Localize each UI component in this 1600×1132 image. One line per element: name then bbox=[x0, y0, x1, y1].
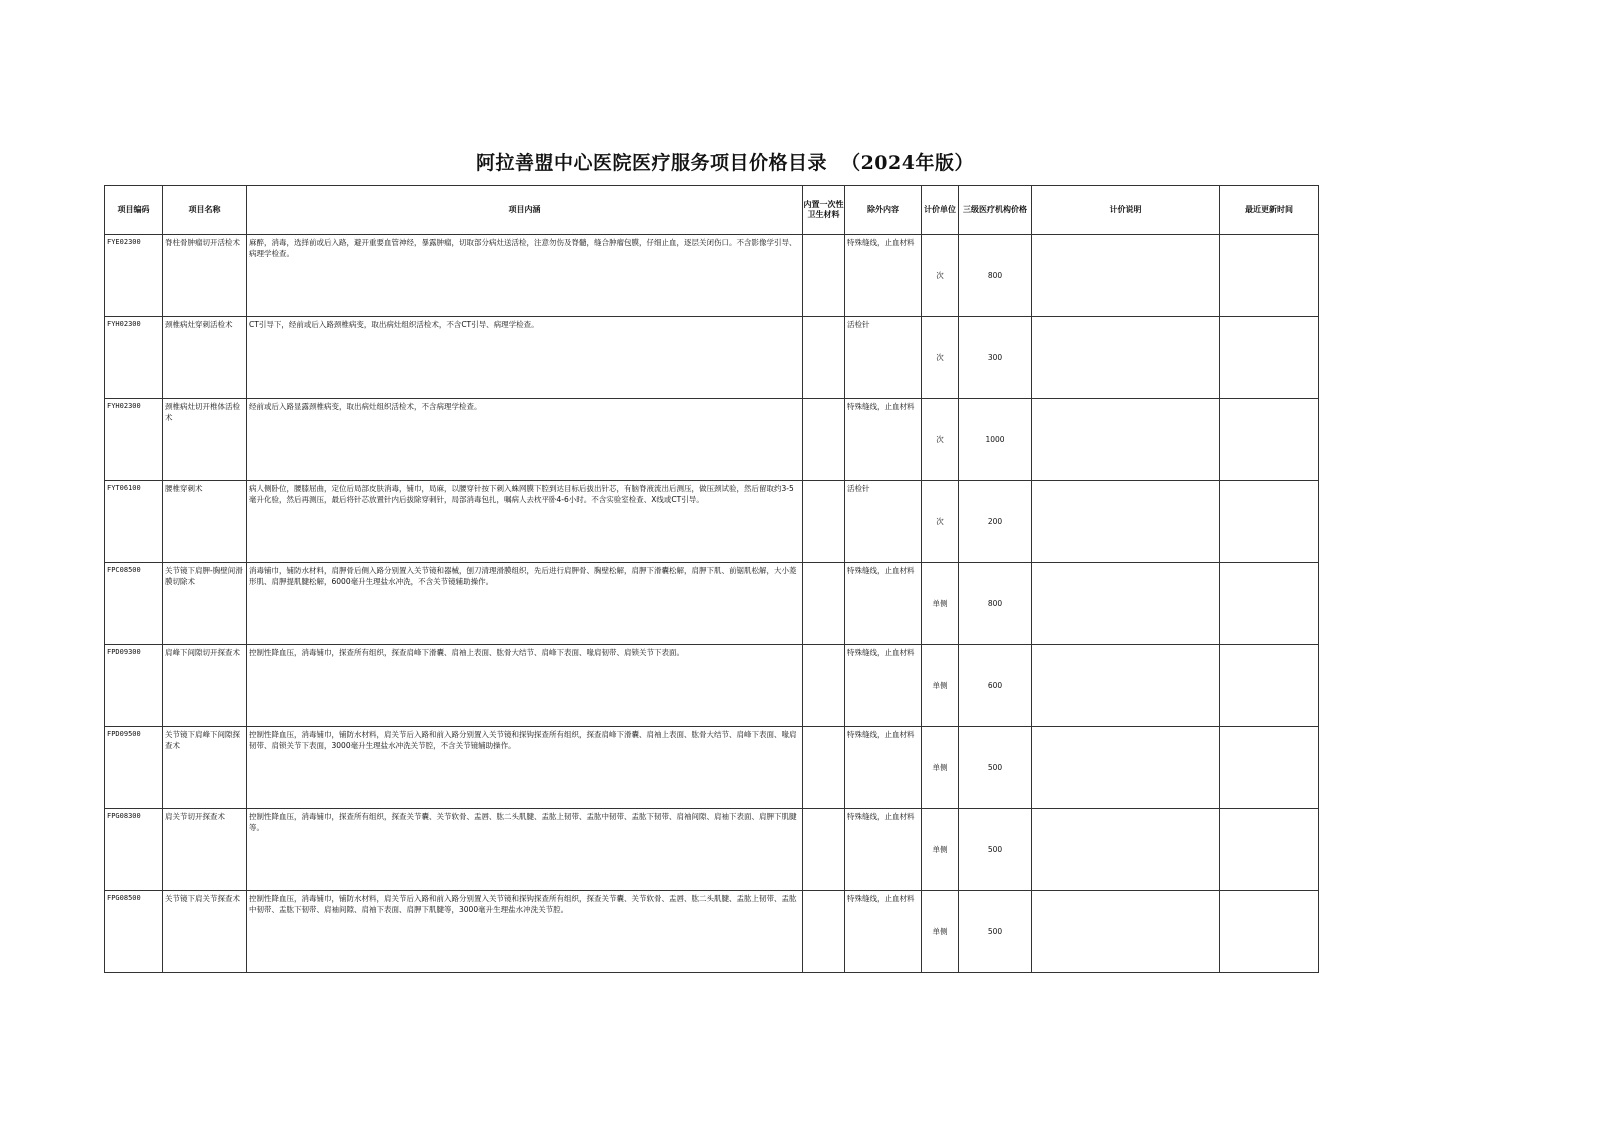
cell-updated bbox=[1220, 235, 1319, 317]
cell-unit: 单侧 bbox=[922, 645, 959, 727]
cell-excluded: 特殊缝线，止血材料 bbox=[845, 727, 922, 809]
cell-price: 500 bbox=[959, 809, 1032, 891]
cell-price: 300 bbox=[959, 317, 1032, 399]
cell-content: 控制性降血压，消毒铺巾，探查所有组织，探查关节囊、关节软骨、盂唇、肱二头肌腱、盂肱上韧带、盂肱中韧带、盂肱下韧带、肩袖间隙、肩袖下表面、肩胛下肌腱等。 bbox=[247, 809, 803, 891]
cell-disposable bbox=[803, 235, 845, 317]
cell-name: 颈椎病灶切开椎体活检术 bbox=[163, 399, 247, 481]
cell-updated bbox=[1220, 563, 1319, 645]
cell-code: FPG08300 bbox=[105, 809, 163, 891]
cell-note bbox=[1032, 891, 1220, 973]
cell-disposable bbox=[803, 645, 845, 727]
cell-content: CT引导下，经前或后入路颈椎病变，取出病灶组织活检术，不含CT引导、病理学检查。 bbox=[247, 317, 803, 399]
cell-unit: 单侧 bbox=[922, 727, 959, 809]
cell-code: FPC08500 bbox=[105, 563, 163, 645]
cell-code: FPD09300 bbox=[105, 645, 163, 727]
cell-unit: 单侧 bbox=[922, 891, 959, 973]
cell-unit: 次 bbox=[922, 235, 959, 317]
cell-price: 600 bbox=[959, 645, 1032, 727]
cell-updated bbox=[1220, 891, 1319, 973]
cell-name: 关节镜下肩关节探查术 bbox=[163, 891, 247, 973]
cell-content: 控制性降血压，消毒铺巾，铺防水材料，肩关节后入路和前入路分别置入关节镜和探钩探查所有组织，探查肩峰下滑囊、肩袖上表面、肱骨大结节、肩峰下表面、喙肩韧带、肩锁关节下表面，3000毫升生理盐水冲洗关节腔，不含关节镜辅助操作。 bbox=[247, 727, 803, 809]
cell-name: 肩关节切开探查术 bbox=[163, 809, 247, 891]
cell-code: FYE02300 bbox=[105, 235, 163, 317]
cell-disposable bbox=[803, 399, 845, 481]
cell-note bbox=[1032, 563, 1220, 645]
cell-content: 控制性降血压，消毒铺巾，铺防水材料，肩关节后入路和前入路分别置入关节镜和探钩探查所有组织，探查关节囊、关节软骨、盂唇、肱二头肌腱、盂肱上韧带、盂肱中韧带、盂肱下韧带、肩袖间隙、肩袖下表面、肩胛下肌腱等，3000毫升生理盐水冲洗关节腔。 bbox=[247, 891, 803, 973]
header-note: 计价说明 bbox=[1032, 186, 1220, 235]
cell-disposable bbox=[803, 809, 845, 891]
table-header-row bbox=[105, 186, 1319, 235]
cell-updated bbox=[1220, 809, 1319, 891]
cell-excluded: 活检针 bbox=[845, 481, 922, 563]
cell-unit: 单侧 bbox=[922, 809, 959, 891]
cell-excluded: 特殊缝线，止血材料 bbox=[845, 563, 922, 645]
cell-excluded: 特殊缝线，止血材料 bbox=[845, 891, 922, 973]
cell-disposable bbox=[803, 481, 845, 563]
table-row bbox=[105, 645, 1319, 727]
cell-excluded: 特殊缝线，止血材料 bbox=[845, 645, 922, 727]
cell-price: 500 bbox=[959, 727, 1032, 809]
cell-code: FYH02300 bbox=[105, 399, 163, 481]
cell-name: 肩峰下间隙切开探查术 bbox=[163, 645, 247, 727]
cell-excluded: 活检针 bbox=[845, 317, 922, 399]
header-updated: 最近更新时间 bbox=[1220, 186, 1319, 235]
cell-price: 500 bbox=[959, 891, 1032, 973]
cell-name: 腰椎穿刺术 bbox=[163, 481, 247, 563]
cell-note bbox=[1032, 399, 1220, 481]
cell-note bbox=[1032, 317, 1220, 399]
cell-note bbox=[1032, 727, 1220, 809]
document-title bbox=[0, 148, 1450, 175]
price-table bbox=[104, 185, 1319, 973]
header-name: 项目名称 bbox=[163, 186, 247, 235]
cell-content: 经前或后入路显露颈椎病变，取出病灶组织活检术，不含病理学检查。 bbox=[247, 399, 803, 481]
cell-code: FPD09500 bbox=[105, 727, 163, 809]
table-row bbox=[105, 317, 1319, 399]
cell-name: 关节镜下肩胛-胸壁间滑膜切除术 bbox=[163, 563, 247, 645]
header-excluded: 除外内容 bbox=[845, 186, 922, 235]
cell-code: FYH02300 bbox=[105, 317, 163, 399]
table-row bbox=[105, 481, 1319, 563]
cell-unit: 单侧 bbox=[922, 563, 959, 645]
table-row bbox=[105, 727, 1319, 809]
cell-updated bbox=[1220, 399, 1319, 481]
title-main: 阿拉善盟中心医院医疗服务项目价格目录 bbox=[476, 152, 828, 174]
table-row bbox=[105, 891, 1319, 973]
table-row bbox=[105, 235, 1319, 317]
cell-updated bbox=[1220, 727, 1319, 809]
cell-excluded: 特殊缝线，止血材料 bbox=[845, 809, 922, 891]
cell-note bbox=[1032, 645, 1220, 727]
cell-price: 200 bbox=[959, 481, 1032, 563]
cell-unit: 次 bbox=[922, 399, 959, 481]
cell-content: 消毒铺巾，铺防水材料，肩胛骨后侧入路分别置入关节镜和器械，刨刀清理滑膜组织，先后进行肩胛骨、胸壁松解，肩胛下滑囊松解，肩胛下肌、前锯肌松解，大小菱形肌、肩胛提肌腱松解，6000毫升生理盐水冲洗，不含关节镜辅助操作。 bbox=[247, 563, 803, 645]
cell-price: 800 bbox=[959, 235, 1032, 317]
cell-updated bbox=[1220, 317, 1319, 399]
cell-code: FYT06100 bbox=[105, 481, 163, 563]
cell-disposable bbox=[803, 727, 845, 809]
header-price: 三级医疗机构价格 bbox=[959, 186, 1032, 235]
header-unit: 计价单位 bbox=[922, 186, 959, 235]
cell-code: FPG08500 bbox=[105, 891, 163, 973]
header-content: 项目内涵 bbox=[247, 186, 803, 235]
cell-disposable bbox=[803, 317, 845, 399]
cell-name: 关节镜下肩峰下间隙探查术 bbox=[163, 727, 247, 809]
cell-name: 脊柱骨肿瘤切开活检术 bbox=[163, 235, 247, 317]
cell-unit: 次 bbox=[922, 481, 959, 563]
header-code: 项目编码 bbox=[105, 186, 163, 235]
cell-excluded: 特殊缝线，止血材料 bbox=[845, 235, 922, 317]
cell-name: 颈椎病灶穿刺活检术 bbox=[163, 317, 247, 399]
cell-note bbox=[1032, 481, 1220, 563]
cell-disposable bbox=[803, 891, 845, 973]
cell-content: 麻醉，消毒，选择前或后入路，避开重要血管神经，暴露肿瘤，切取部分病灶送活检，注意勿伤及脊髓，缝合肿瘤包膜，仔细止血，逐层关闭伤口。不含影像学引导、病理学检查。 bbox=[247, 235, 803, 317]
cell-updated bbox=[1220, 645, 1319, 727]
cell-price: 800 bbox=[959, 563, 1032, 645]
cell-note bbox=[1032, 809, 1220, 891]
header-disposable: 内置一次性卫生材料 bbox=[803, 186, 845, 235]
cell-updated bbox=[1220, 481, 1319, 563]
cell-excluded: 特殊缝线，止血材料 bbox=[845, 399, 922, 481]
table-row bbox=[105, 399, 1319, 481]
cell-disposable bbox=[803, 563, 845, 645]
title-year: （2024年版） bbox=[841, 152, 974, 174]
cell-content: 控制性降血压，消毒铺巾，探查所有组织，探查肩峰下滑囊、肩袖上表面、肱骨大结节、肩峰下表面、喙肩韧带、肩锁关节下表面。 bbox=[247, 645, 803, 727]
cell-note bbox=[1032, 235, 1220, 317]
cell-content: 病人侧卧位，腰膝屈曲，定位后局部皮肤消毒，铺巾，局麻，以腰穿针按下刺入蛛网膜下腔到达目标后拔出针芯，有脑脊液流出后测压，做压颈试验，然后留取约3-5毫升化验，然后再测压，最后将针芯放置针内后拔除穿刺针，局部消毒包扎，嘱病人去枕平卧4-6小时。不含实验室检查、X线或CT引导。 bbox=[247, 481, 803, 563]
cell-unit: 次 bbox=[922, 317, 959, 399]
table-row bbox=[105, 563, 1319, 645]
table-row bbox=[105, 809, 1319, 891]
cell-price: 1000 bbox=[959, 399, 1032, 481]
